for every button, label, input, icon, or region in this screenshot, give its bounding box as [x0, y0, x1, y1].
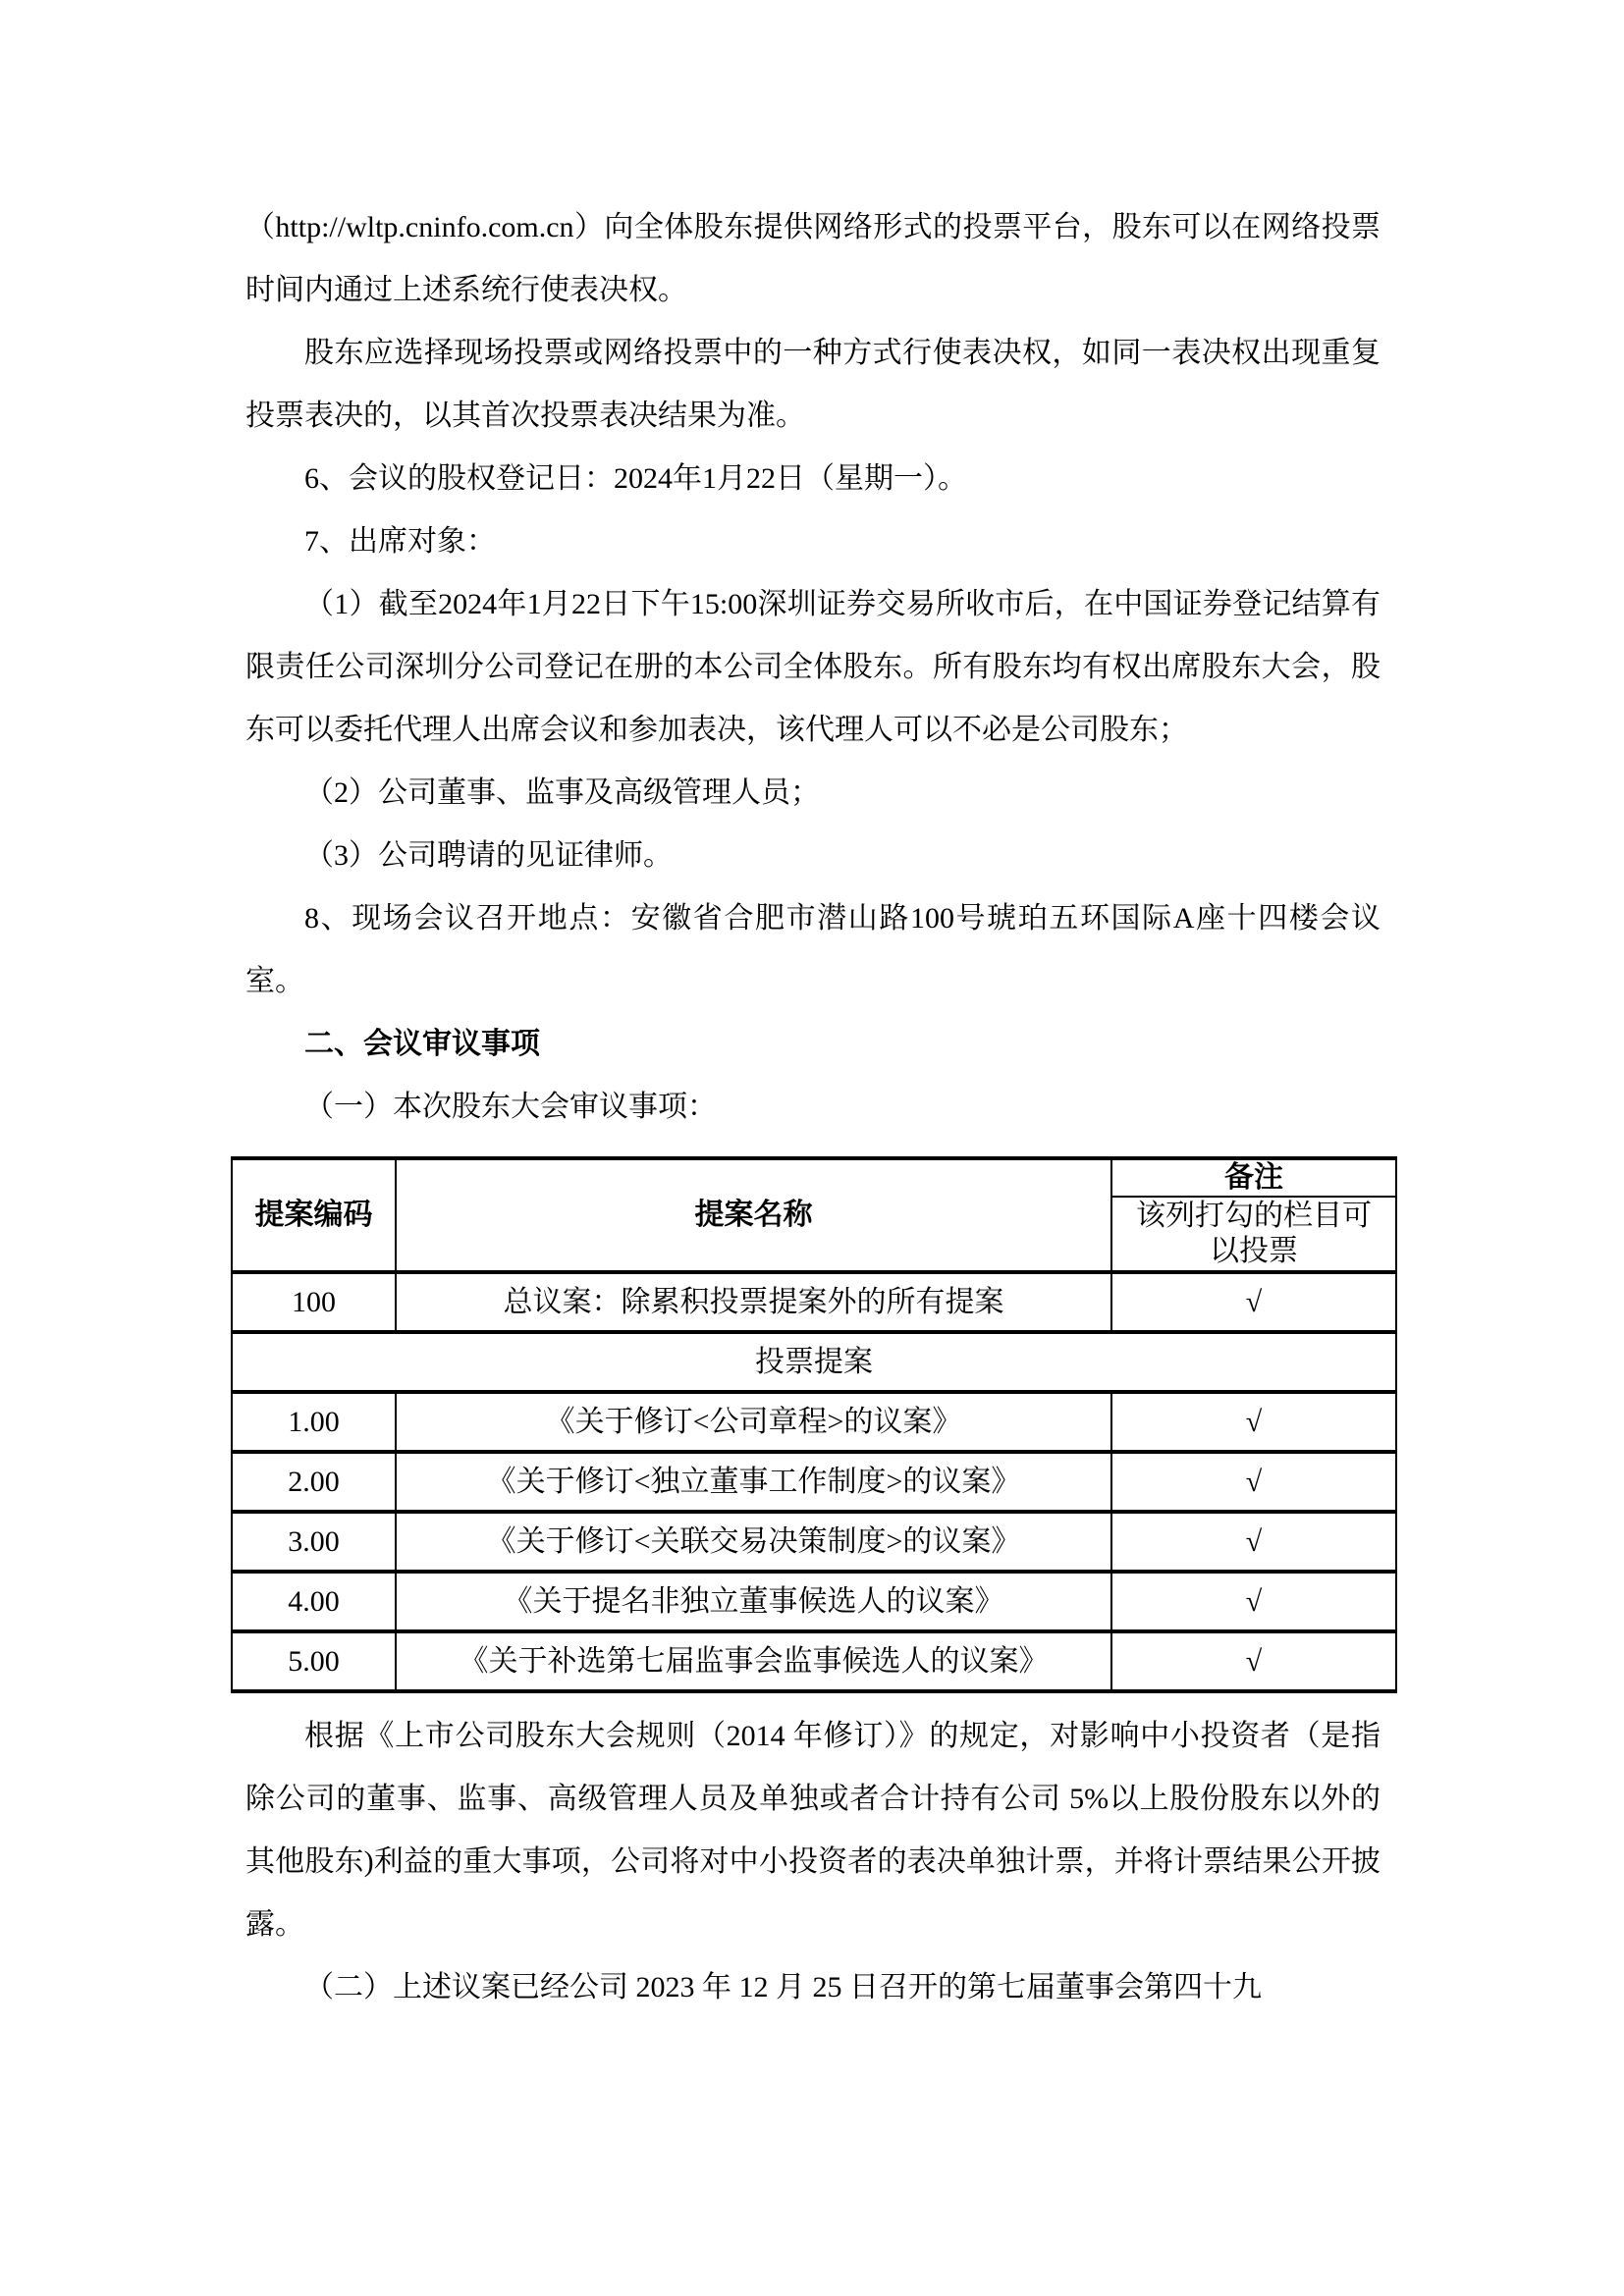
proposal-name-cell: 《关于修订<独立董事工作制度>的议案》 — [396, 1452, 1111, 1512]
proposal-row-general — [232, 1272, 1396, 1332]
proposal-name-cell: 总议案：除累积投票提案外的所有提案 — [396, 1272, 1111, 1332]
para-voting-method: 股东应选择现场投票或网络投票中的一种方式行使表决权，如同一表决权出现重复投票表决的，以其首次投票表决结果为准。 — [245, 337, 1380, 432]
proposal-row — [232, 1452, 1396, 1512]
item-7-2-directors: （2）公司董事、监事及高级管理人员； — [304, 776, 820, 809]
document-page — [245, 196, 1380, 2019]
proposal-check-cell: √ — [1111, 1512, 1396, 1572]
section-2-heading: 二、会议审议事项 — [304, 1028, 540, 1060]
proposal-check-cell: √ — [1111, 1392, 1396, 1452]
col-header-proposal-name: 提案名称 — [396, 1158, 1111, 1272]
remark-note-cell: 该列打勾的栏目可以投票 — [1111, 1197, 1396, 1272]
proposal-name-cell: 《关于提名非独立董事候选人的议案》 — [396, 1572, 1111, 1631]
proposal-code-cell: 1.00 — [232, 1392, 396, 1452]
proposal-row — [232, 1572, 1396, 1631]
proposal-code-cell: 100 — [232, 1272, 396, 1332]
item-8-venue: 8、现场会议召开地点：安徽省合肥市潜山路100号琥珀五环国际A座十四楼会议室。 — [245, 902, 1380, 997]
proposal-check-cell: √ — [1111, 1272, 1396, 1332]
proposal-row — [232, 1392, 1396, 1452]
proposals-table — [231, 1156, 1397, 1693]
proposal-code-cell: 2.00 — [232, 1452, 396, 1512]
item-7-1-shareholders: （1）截至2024年1月22日下午15:00深圳证券交易所收市后，在中国证券登记结算有限责任公司深圳分公司登记在册的本公司全体股东。所有股东均有权出席股东大会，股东可以委托代理人出席会议和参加表决，该代理人可以不必是公司股东； — [245, 588, 1380, 746]
proposal-row — [232, 1631, 1396, 1691]
para-minority-investors: 根据《上市公司股东大会规则（2014 年修订）》的规定，对影响中小投资者（是指除公司的董事、监事、高级管理人员及单独或者合计持有公司 5%以上股份股东以外的其他股东)利益的重大事项，公司将对中小投资者的表决单独计票，并将计票结果公开披露。 — [245, 1720, 1380, 1941]
proposal-check-cell: √ — [1111, 1572, 1396, 1631]
proposal-name-cell: 《关于修订<公司章程>的议案》 — [396, 1392, 1111, 1452]
proposal-check-cell: √ — [1111, 1452, 1396, 1512]
item-7-3-lawyers: （3）公司聘请的见证律师。 — [304, 839, 673, 872]
proposal-name-cell: 《关于修订<关联交易决策制度>的议案》 — [396, 1512, 1111, 1572]
table-header-row — [232, 1158, 1396, 1197]
proposal-code-cell: 5.00 — [232, 1631, 396, 1691]
proposal-name-cell: 《关于补选第七届监事会监事候选人的议案》 — [396, 1631, 1111, 1691]
proposal-code-cell: 3.00 — [232, 1512, 396, 1572]
item-6-record-date: 6、会议的股权登记日：2024年1月22日（星期一）。 — [304, 462, 967, 495]
voting-proposals-section-row — [232, 1332, 1396, 1392]
col-header-remark: 备注 — [1111, 1158, 1396, 1197]
proposal-check-cell: √ — [1111, 1631, 1396, 1691]
para-board-approval: （二）上述议案已经公司 2023 年 12 月 25 日召开的第七届董事会第四十九 — [304, 1971, 1262, 2003]
item-7-attendees: 7、出席对象： — [304, 525, 496, 558]
proposal-row — [232, 1512, 1396, 1572]
proposal-code-cell: 4.00 — [232, 1572, 396, 1631]
para-review-items-intro: （一）本次股东大会审议事项： — [304, 1091, 717, 1123]
para-voting-platform: （http://wltp.cninfo.com.cn）向全体股东提供网络形式的投票平台，股东可以在网络投票时间内通过上述系统行使表决权。 — [245, 211, 1380, 306]
voting-proposals-section-label: 投票提案 — [232, 1332, 1396, 1392]
col-header-proposal-code: 提案编码 — [232, 1158, 396, 1272]
